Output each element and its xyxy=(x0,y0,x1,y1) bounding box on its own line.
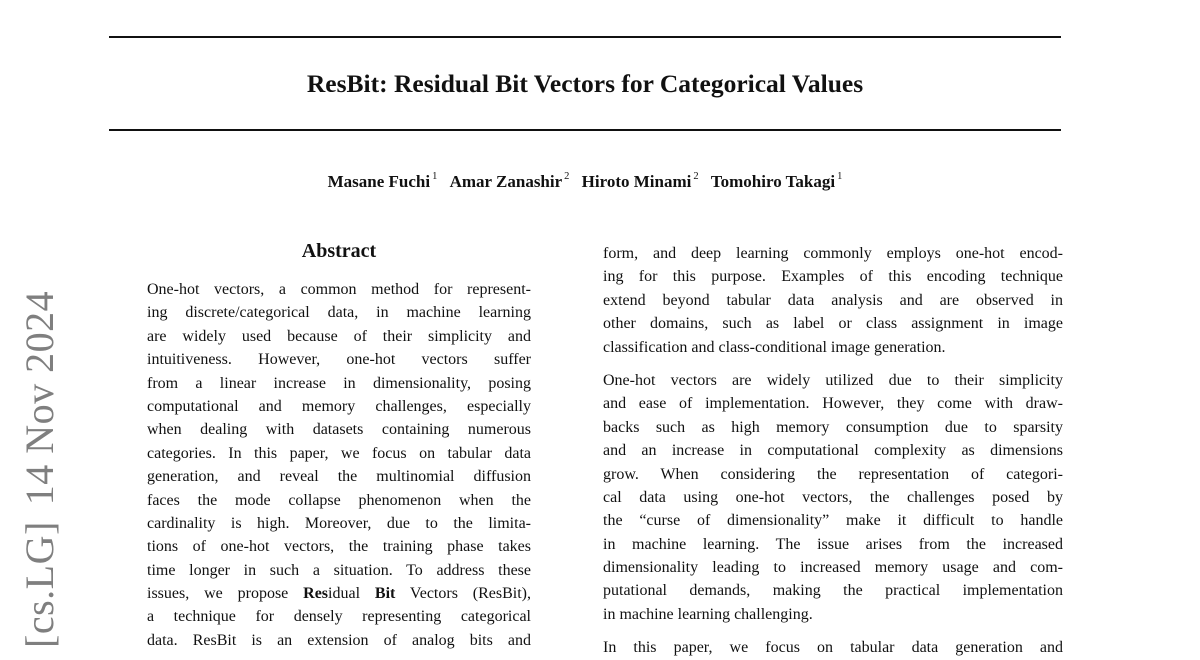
author-affiliation: 2 xyxy=(693,171,699,182)
abstract-line: ing discrete/categorical data, in machine learning xyxy=(147,304,531,322)
arxiv-category: [cs.LG] xyxy=(17,521,62,648)
body-line: dimensionality leading to increased memory usage and com- xyxy=(603,559,1063,577)
abstract-line: cardinality is high. Moreover, due to the limita- xyxy=(147,514,531,532)
author-name: Masane Fuchi xyxy=(327,172,431,191)
bold-bit: Bit xyxy=(374,585,396,603)
abstract-line: when dealing with datasets containing numerous xyxy=(147,421,531,439)
author xyxy=(582,172,699,191)
abstract-line: data. ResBit is an extension of analog bits and xyxy=(147,631,531,649)
title-top-rule xyxy=(109,36,1061,38)
author-affiliation: 1 xyxy=(837,171,843,182)
abstract-column xyxy=(147,238,531,652)
abstract-emphasis-idual: idual xyxy=(328,585,361,603)
author-affiliation: 1 xyxy=(432,171,438,182)
body-line: in machine learning challenging. xyxy=(603,605,813,623)
author xyxy=(450,172,570,191)
arxiv-date: 14 Nov 2024 xyxy=(17,290,62,506)
body-line: backs such as high memory consumption due to sparsity xyxy=(603,418,1063,436)
abstract-line: faces the mode collapse phenomenon when the xyxy=(147,491,531,509)
author xyxy=(328,172,438,191)
body-column xyxy=(603,242,1063,660)
body-line: extend beyond tabular data analysis and are observed in xyxy=(603,291,1063,309)
body-line: classification and class-conditional image generation. xyxy=(603,338,946,356)
body-line: grow. When considering the representation of categori- xyxy=(603,465,1063,483)
abstract-line: a technique for densely representing categorical xyxy=(147,608,531,626)
author-name: Hiroto Minami xyxy=(581,172,692,191)
abstract-line: intuitiveness. However, one-hot vectors suffer xyxy=(147,351,531,369)
abstract-line: from a linear increase in dimensionality, posing xyxy=(147,374,531,392)
abstract-line-emphasis xyxy=(147,582,531,605)
author-affiliation: 2 xyxy=(564,171,570,182)
body-line: cal data using one-hot vectors, the challenges posed by xyxy=(603,488,1063,506)
abstract-text xyxy=(147,278,531,652)
abstract-line: generation, and reveal the multinomial diffusion xyxy=(147,468,531,486)
abstract-line: tions of one-hot vectors, the training phase takes xyxy=(147,538,531,556)
body-line: ing for this purpose. Examples of this encoding technique xyxy=(603,268,1063,286)
abstract-line: are widely used because of their simplicity and xyxy=(147,327,531,345)
author xyxy=(711,172,843,191)
body-paragraph xyxy=(603,242,1063,359)
body-line: One-hot vectors are widely utilized due to their simplicity xyxy=(603,371,1063,389)
body-line: In this paper, we focus on tabular data generation and xyxy=(603,639,1063,657)
abstract-line: computational and memory challenges, especially xyxy=(147,397,531,415)
body-line: other domains, such as label or class assignment in image xyxy=(603,315,1063,333)
abstract-heading: Abstract xyxy=(301,240,377,262)
body-line: putational demands, making the practical implementation xyxy=(603,582,1063,600)
author-name: Amar Zanashir xyxy=(449,172,563,191)
author-name: Tomohiro Takagi xyxy=(710,172,836,191)
body-line: in machine learning. The issue arises from the increased xyxy=(603,535,1063,553)
body-line: the “curse of dimensionality” make it difficult to handle xyxy=(603,512,1063,530)
title-bottom-rule xyxy=(109,129,1061,131)
body-line: and an increase in computational complexity as dimensions xyxy=(603,442,1063,460)
abstract-line: time longer in such a situation. To address these xyxy=(147,561,531,579)
abstract-line: One-hot vectors, a common method for represent- xyxy=(147,281,531,298)
body-paragraph xyxy=(603,369,1063,626)
arxiv-side-stamp xyxy=(16,291,64,648)
body-line: form, and deep learning commonly employs one-hot encod- xyxy=(603,245,1063,262)
bold-res: Res xyxy=(303,585,329,603)
abstract-line: categories. In this paper, we focus on tabular data xyxy=(147,444,531,462)
abstract-emphasis-suffix: Vectors (ResBit), xyxy=(395,585,532,603)
body-line: and ease of implementation. However, they come with draw- xyxy=(603,395,1063,413)
author-list xyxy=(0,172,1170,192)
abstract-emphasis-prefix: issues, we propose xyxy=(147,585,304,603)
paper-title: ResBit: Residual Bit Vectors for Categorical Values xyxy=(306,69,864,98)
